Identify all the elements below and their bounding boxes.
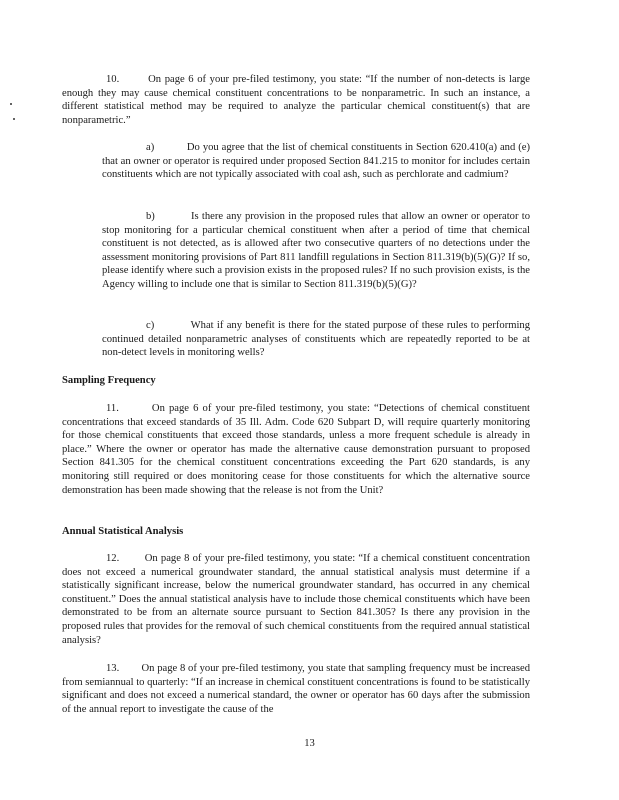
question-10-c-label: c): [146, 320, 155, 331]
question-10-c: [102, 319, 530, 360]
question-10: [62, 73, 530, 127]
scan-speck: [13, 118, 15, 120]
question-13-number: 13.: [106, 663, 120, 674]
heading-sampling-frequency: Sampling Frequency: [62, 375, 156, 386]
question-10-c-text: What if any benefit is there for the stated purpose of these rules to performing continued detailed nonparametric analyses of constituents which are repeatedly reported to be at non-detect levels in monitoring wells?: [102, 320, 530, 359]
question-10-a-text: Do you agree that the list of chemical constituents in Section 620.410(a) and (e) that an owner or operator is required under proposed Section 841.215 to monitor for includes certain constituents which are not typically associated with coal ash, such as perchlorate and cadmium?: [102, 142, 530, 181]
page-number: 13: [304, 738, 315, 749]
question-11-text: On page 6 of your pre-filed testimony, you state: “Detections of chemical constituent concentrations that exceed standards of 35 Ill. Adm. Code 620 Subpart D, will require quarterly monitoring for those chemical constituents that exceed those standards, unless a more frequent schedule is already in place.” Where the owner or operator has made the alternative cause demonstration pursuant to proposed Section 841.305 for the chemical constituent concentrations exceeding the Part 620 standards, is any monitoring still required or does monitoring cease for those constituents for which the alternative source demonstration has been made showing that the release is not from the Unit?: [62, 403, 531, 496]
question-10-a: [102, 141, 530, 182]
question-10-a-label: a): [146, 142, 155, 153]
scan-speck: [10, 103, 12, 105]
question-10-b: [102, 210, 530, 292]
question-13: [62, 662, 530, 716]
question-10-text: On page 6 of your pre-filed testimony, you state: “If the number of non-detects is large enough they may cause chemical constituent concentrations to be nonparametric. In such an instance, a different statistical method may be required to analyze the particular chemical constituent(s) that are nonparametric.”: [62, 74, 531, 126]
question-12-text: On page 8 of your pre-filed testimony, you state: “If a chemical constituent concentration does not exceed a numerical groundwater standard, the annual statistical analysis must determine if a statistically significant increase, below the numerical groundwater standard, has occurred in any chemical constituent.” Does the annual statistical analysis have to include those chemical constituents which have been demonstrated to be from an alternate source pursuant to Section 841.305? Is there any provision in the proposed rules that provides for the removal of such chemical constituents from the required annual statistical analysis?: [62, 553, 530, 646]
question-11: [62, 402, 530, 497]
question-10-b-label: b): [146, 211, 155, 222]
heading-annual-statistical-analysis: Annual Statistical Analysis: [62, 526, 184, 537]
question-11-number: 11.: [106, 403, 119, 414]
question-10-b-text: Is there any provision in the proposed rules that allow an owner or operator to stop monitoring for a particular chemical constituent when after a period of time that chemical constituent is not detected, as is allowed after two consecutive quarters of no detections under the assessment monitoring provisions of Part 811 landfill regulations in Section 811.319(b)(5)(G)? If so, please identify where such a provision exists in the proposed rules? If no such provision exists, is the Agency willing to include one that is similar to Section 811.319(b)(5)(G)?: [102, 211, 530, 290]
question-12-number: 12.: [106, 553, 120, 564]
question-12: [62, 552, 530, 647]
question-10-number: 10.: [106, 74, 120, 85]
question-13-text: On page 8 of your pre-filed testimony, you state that sampling frequency must be increased from semiannual to quarterly: “If an increase in chemical constituent concentrations is found to be statistically significant and does not exceed a numerical standard, the owner or operator has 60 days after the submission of the annual report to investigate the cause of the: [62, 663, 531, 715]
